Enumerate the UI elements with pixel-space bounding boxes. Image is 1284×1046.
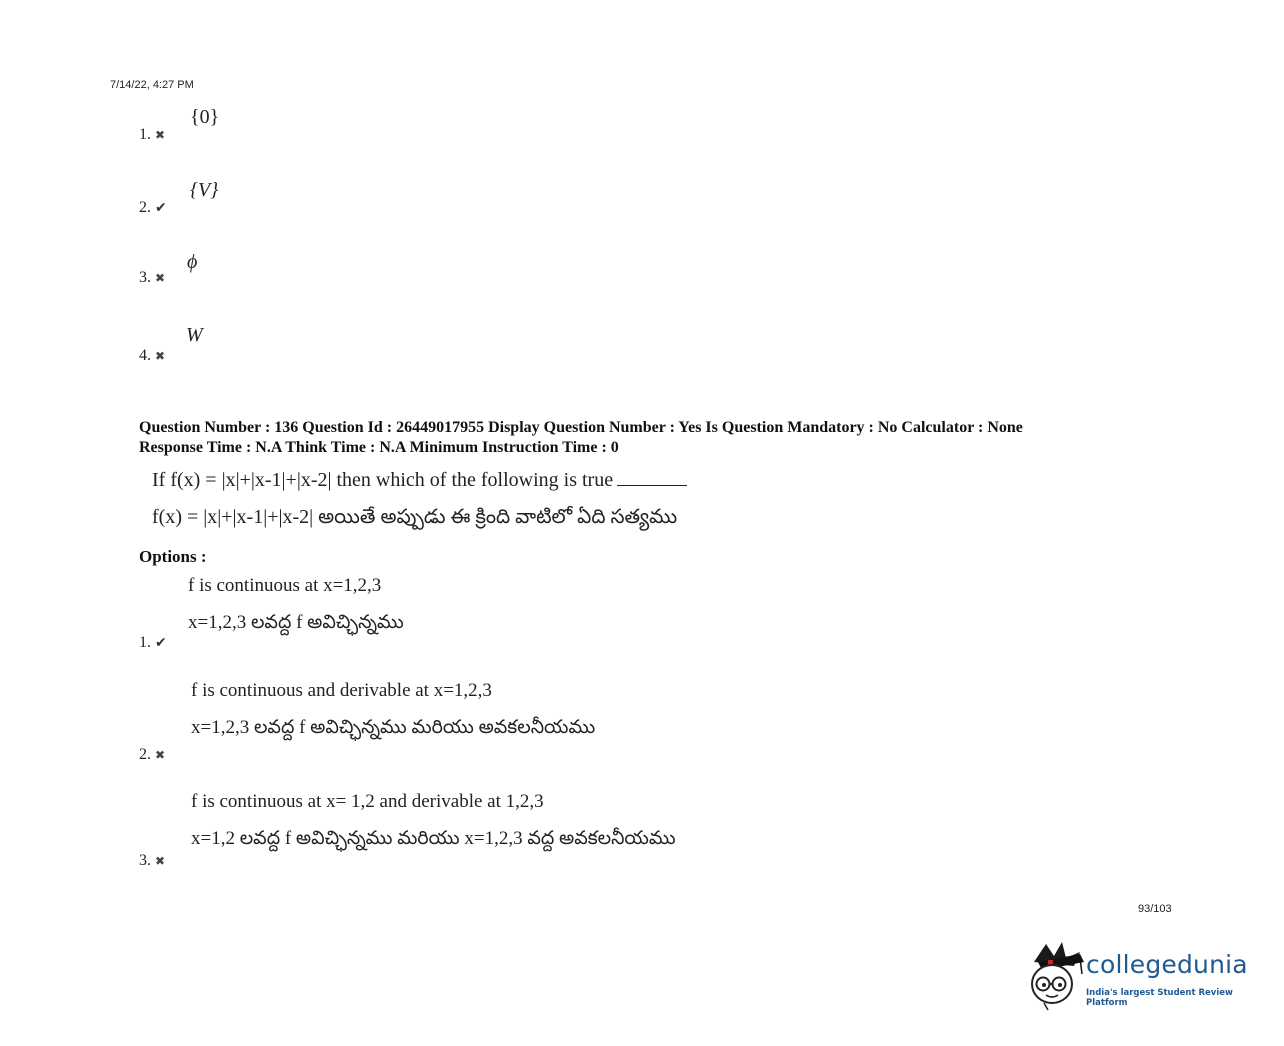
prev-option-1 — [139, 124, 165, 144]
option-number: 4. — [139, 347, 151, 364]
prev-option-2 — [139, 197, 167, 217]
timestamp: 7/14/22, 4:27 PM — [110, 79, 194, 91]
page-number: 93/103 — [1138, 903, 1172, 915]
option-number: 3. — [139, 852, 151, 869]
option-number: 1. — [139, 634, 151, 651]
option-3-marker — [139, 850, 165, 870]
brand-tagline: India's largest Student Review Platform — [1086, 988, 1233, 1008]
prev-option-4 — [139, 345, 165, 365]
question-meta-line-1: Question Number : 136 Question Id : 26449017955 Display Question Number : Yes Is Question Mandatory : No Calculator : None — [139, 419, 1023, 436]
option-number: 1. — [139, 126, 151, 143]
prev-option-1-content: {0} — [190, 106, 220, 128]
option-1-text-english: f is continuous at x=1,2,3 — [188, 575, 382, 596]
mascot-icon — [1024, 940, 1086, 1012]
question-text-telugu: f(x) = |x|+|x-1|+|x-2| అయితే అప్పుడు ఈ క్రింది వాటిలో ఏది సత్యము — [152, 506, 678, 528]
answer-blank — [617, 471, 687, 486]
prev-option-4-content: W — [186, 324, 203, 346]
option-number: 2. — [139, 199, 151, 216]
option-3-text-english: f is continuous at x= 1,2 and derivable at 1,2,3 — [191, 791, 544, 812]
option-1-marker — [139, 632, 167, 652]
cross-icon: ✖ — [155, 271, 166, 285]
check-icon: ✔ — [155, 635, 167, 651]
question-meta-line-2: Response Time : N.A Think Time : N.A Minimum Instruction Time : 0 — [139, 439, 619, 456]
check-icon: ✔ — [155, 200, 167, 216]
prev-option-3-content: ϕ — [187, 251, 198, 273]
options-label: Options : — [139, 547, 207, 566]
option-number: 2. — [139, 746, 151, 763]
question-text-english-label: If f(x) = |x|+|x-1|+|x-2| then which of the following is true — [152, 469, 614, 491]
prev-option-3 — [139, 267, 165, 287]
option-2-text-english: f is continuous and derivable at x=1,2,3 — [191, 680, 492, 701]
option-3-text-telugu: x=1,2 లవద్ద f అవిచ్ఛిన్నము మరియు x=1,2,3 వద్ద అవకలనీయము — [191, 828, 676, 849]
cross-icon: ✖ — [155, 854, 166, 868]
brand-name: collegedunia — [1086, 950, 1248, 979]
option-number: 3. — [139, 269, 151, 286]
option-1-text-telugu: x=1,2,3 లవద్ద f అవిచ్ఛిన్నము — [188, 612, 404, 633]
prev-option-2-content: {V} — [190, 179, 219, 201]
cross-icon: ✖ — [155, 128, 166, 142]
cross-icon: ✖ — [155, 349, 166, 363]
option-2-marker — [139, 744, 165, 764]
option-2-text-telugu: x=1,2,3 లవద్ద f అవిచ్ఛిన్నము మరియు అవకలనీయము — [191, 717, 596, 738]
question-text-english — [152, 469, 687, 492]
brand-logo — [1024, 940, 1264, 1012]
cross-icon: ✖ — [155, 748, 166, 762]
